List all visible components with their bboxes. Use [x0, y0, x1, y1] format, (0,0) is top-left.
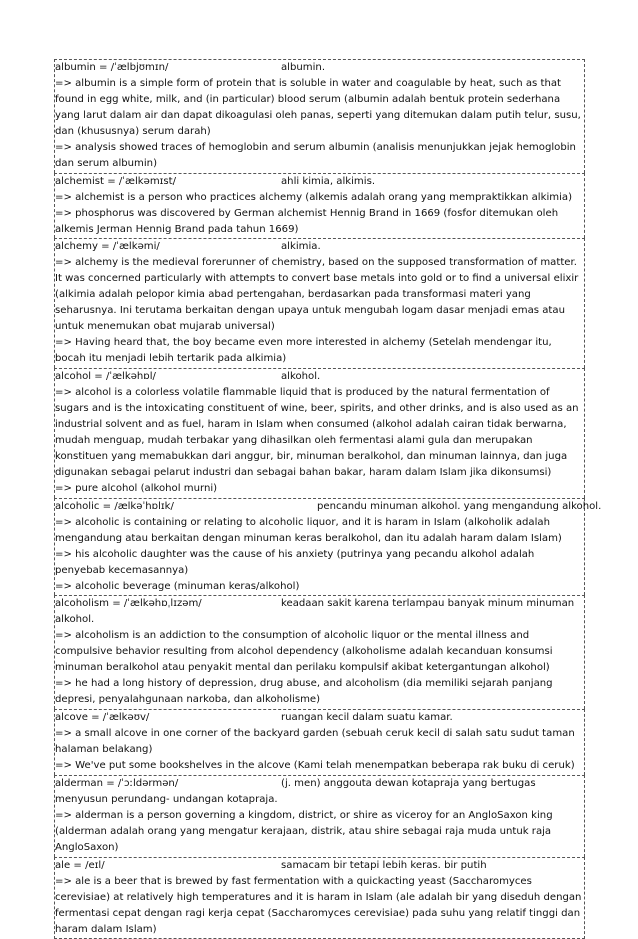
dictionary-entry: [54, 775, 585, 857]
example-sentence: => alchemist is a person who practices alchemy (alkemis adalah orang yang mempraktikkan alkimia): [55, 191, 573, 203]
entry-translation: samacam bir tetapi lebih keras. bir putih: [281, 859, 487, 871]
entry-translation: ahli kimia, alkimis.: [281, 175, 376, 187]
entry-translation: keadaan sakit karena terlampau banyak minum minuman alkohol.: [55, 598, 575, 626]
dictionary-entry: [54, 238, 585, 368]
entry-translation: alkimia.: [281, 241, 321, 253]
dictionary-page: [54, 59, 602, 939]
entry-translation: ruangan kecil dalam suatu kamar.: [281, 712, 453, 724]
headword-pronunciation: alcove = /ˈælkəʊv/: [55, 712, 150, 724]
dictionary-entry: [54, 59, 585, 173]
example-sentence: => alchemy is the medieval forerunner of chemistry, based on the supposed transformation of matter. It was concerned particularly with attempts to convert base metals into gold or to find a universal elixir (alkimia adalah pelopor kimia abad pertengahan, berdasarkan pada transformasi materi yang seharusnya. Ini terutama berkaitan dengan upaya untuk mengubah logam dasar menjadi emas atau untuk menemukan obat mujarab universal): [55, 257, 579, 333]
entry-translation: albumin.: [281, 62, 326, 73]
example-sentence: => alcoholic beverage (minuman keras/alkohol): [55, 580, 300, 592]
entry-translation: alkohol.: [281, 371, 321, 383]
headword-pronunciation: alcoholism = /ˈælkəhɒˌlɪzəm/: [55, 598, 202, 610]
example-sentence: => phosphorus was discovered by German alchemist Hennig Brand in 1669 (fosfor ditemukan oleh alkemis Jerman Hennig Brand pada tahun 1669): [55, 207, 559, 235]
headword-pronunciation: alcoholic = /ælkəˈhɒlɪk/: [55, 500, 174, 512]
headword-pronunciation: ale = /eɪl/: [55, 859, 105, 871]
example-sentence: => ale is a beer that is brewed by fast fermentation with a quickacting yeast (Saccharomyces cerevisiae) at relatively high temperatures and it is haram in Islam (ale adalah bir yang diseduh dengan fermentasi cepat dengan ragi kerja cepat (Saccharomyces cerevisiae) pada suhu yang relatif tinggi dan haram dalam Islam): [55, 875, 582, 935]
example-sentence: => a small alcove in one corner of the backyard garden (sebuah ceruk kecil di salah satu sudut taman halaman belakang): [55, 728, 575, 756]
entry-header: [55, 174, 584, 190]
entry-header: [55, 858, 584, 874]
example-sentence: => alcoholism is an addiction to the consumption of alcoholic liquor or the mental illness and compulsive behavior resulting from alcohol dependency (alkoholisme adalah kecanduan konsumsi minuman beralkohol atau penyakit mental dan perilaku kompulsif akibat ketergantungan alkohol): [55, 630, 553, 674]
example-sentence: => pure alcohol (alkohol murni): [55, 482, 218, 494]
example-sentence: => he had a long history of depression, drug abuse, and alcoholism (dia memiliki sejarah panjang depresi, penyalahgunaan narkoba, dan alkoholisme): [55, 678, 553, 706]
example-sentence: => Having heard that, the boy became even more interested in alchemy (Setelah mendengar itu, bocah itu menjadi lebih tertarik pada alkimia): [55, 337, 552, 365]
dictionary-entry: [54, 498, 602, 596]
headword-pronunciation: alderman = /ˈɔːldərmən/: [55, 777, 179, 789]
entry-header: [55, 369, 584, 385]
dictionary-entry: [54, 857, 585, 939]
headword-pronunciation: alcohol = /ˈælkəhɒl/: [55, 371, 156, 383]
example-sentence: => We've put some bookshelves in the alcove (Kami telah menempatkan beberapa rak buku di ceruk): [55, 759, 575, 771]
example-sentence: => alderman is a person governing a kingdom, district, or shire as viceroy for an AngloSaxon king (alderman adalah orang yang mengatur kerajaan, distrik, atau shire sebagai raja muda untuk raja AngloSaxon): [55, 809, 553, 853]
entry-header: [55, 499, 602, 515]
entry-header: [55, 60, 584, 76]
example-sentence: => analysis showed traces of hemoglobin and serum albumin (analisis menunjukkan jejak hemoglobin dan serum albumin): [55, 141, 576, 169]
entry-translation: pencandu minuman alkohol. yang mengandung alkohol.: [317, 500, 602, 512]
headword-pronunciation: alchemist = /ˈælkəmɪst/: [55, 175, 177, 187]
entry-header: [55, 710, 584, 726]
dictionary-entry: [54, 595, 585, 709]
dictionary-entry: [54, 173, 585, 239]
dictionary-entry: [54, 709, 585, 775]
entry-translation: (j. men) anggouta dewan kotapraja yang bertugas menyusun perundang- undangan kotapraja.: [55, 777, 536, 805]
dictionary-entry: [54, 368, 585, 498]
headword-pronunciation: albumin = /ˈælbjʊmɪn/: [55, 62, 169, 73]
entry-header: [55, 239, 584, 255]
example-sentence: => albumin is a simple form of protein that is soluble in water and coagulable by heat, such as that found in egg white, milk, and (in particular) blood serum (albumin adalah bentuk protein sederhana yang larut dalam air dan dapat dikoagulasi oleh panas, seperti yang ditemukan dalam putih telur, susu, dan (khususnya) serum darah): [55, 77, 581, 137]
entry-header: [55, 776, 584, 808]
headword-pronunciation: alchemy = /ˈælkəmi/: [55, 241, 160, 253]
example-sentence: => alcohol is a colorless volatile flammable liquid that is produced by the natural fermentation of sugars and is the intoxicating constituent of wine, beer, spirits, and other drinks, and is also used as an industrial solvent and as fuel, haram in Islam when consumed (alkohol adalah cairan tidak berwarna, mudah menguap, mudah terbakar yang dihasilkan oleh fermentasi alami gula dan merupakan konstituen yang memabukkan dari anggur, bir, minuman beralkohol, dan minuman lainnya, dan juga digunakan sebagai pelarut industri dan sebagai bahan bakar, haram dalam Islam jika dikonsumsi): [55, 387, 579, 478]
entry-header: [55, 596, 584, 628]
example-sentence: => alcoholic is containing or relating to alcoholic liquor, and it is haram in Islam (alkoholik adalah mengandung atau berkaitan dengan minuman keras beralkohol, dan itu adalah haram dalam Islam): [55, 516, 562, 544]
example-sentence: => his alcoholic daughter was the cause of his anxiety (putrinya yang pecandu alkohol adalah penyebab kecemasannya): [55, 548, 535, 576]
